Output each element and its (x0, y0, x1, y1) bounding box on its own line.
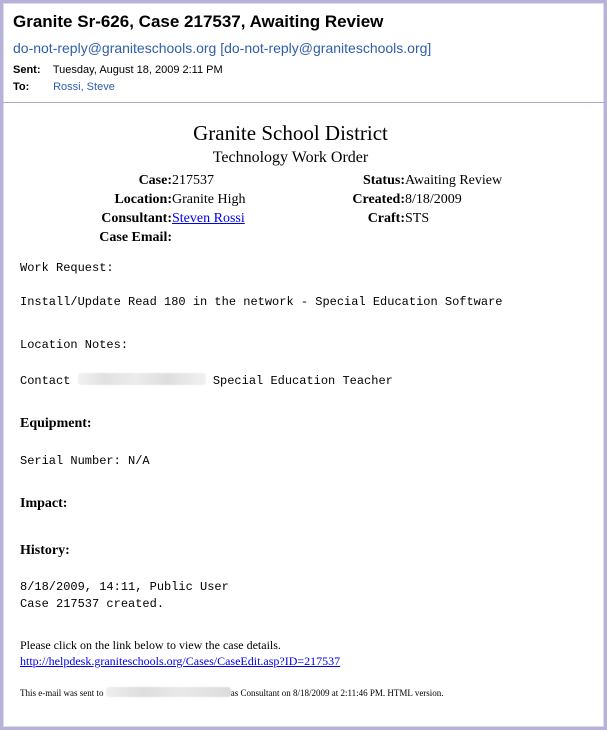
serial-number: Serial Number: N/A (20, 454, 150, 468)
status-field (3, 173, 502, 189)
email-header (3, 3, 604, 103)
work-request-label: Work Request: (20, 261, 114, 275)
sent-row (13, 64, 223, 76)
craft-field (3, 211, 429, 227)
contact-prefix: Contact (20, 374, 71, 388)
history-line-1: 8/18/2009, 14:11, Public User (20, 580, 229, 594)
view-details-instruction: Please click on the link below to view the case details. (20, 638, 281, 652)
work-request-text: Install/Update Read 180 in the network - Special Education Software (20, 295, 503, 309)
created-value: 8/18/2009 (405, 192, 462, 207)
sent-value: Tuesday, August 18, 2009 2:11 PM (52, 64, 223, 76)
email-subject: Granite Sr-626, Case 217537, Awaiting Review (13, 12, 384, 31)
created-label: Created: (352, 192, 405, 207)
case-details-link[interactable]: http://helpdesk.graniteschools.org/Cases/CaseEdit.asp?ID=217537 (20, 654, 341, 668)
case-email-field (3, 230, 172, 246)
history-heading: History: (20, 543, 70, 558)
status-value: Awaiting Review (405, 173, 503, 188)
case-label: Case: (138, 173, 172, 188)
redacted-email-address (106, 687, 231, 697)
to-recipient[interactable]: Rossi, Steve (53, 81, 115, 93)
email-sender[interactable]: do-not-reply@graniteschools.org [do-not-reply@graniteschools.org] (13, 40, 432, 56)
org-name: Granite School District (193, 121, 388, 145)
location-notes-contact (20, 373, 393, 388)
craft-value: STS (405, 211, 430, 226)
case-email-label: Case Email: (99, 230, 172, 245)
equipment-heading: Equipment: (20, 416, 92, 431)
consultant-label: Consultant: (101, 211, 172, 226)
history-line-2: Case 217537 created. (20, 597, 165, 611)
sent-to-suffix: as Consultant on 8/18/2009 at 2:11:46 PM. HTML version. (230, 688, 444, 698)
craft-label: Craft: (367, 211, 405, 226)
email-body (3, 103, 604, 723)
location-notes-label: Location Notes: (20, 338, 129, 352)
redacted-contact-name (78, 373, 206, 385)
impact-heading: Impact: (20, 496, 68, 511)
location-value: Granite High (172, 192, 246, 207)
case-link-row (20, 654, 340, 669)
to-label: To: (13, 81, 30, 93)
footer-note (20, 687, 444, 698)
case-value: 217537 (172, 173, 214, 188)
created-field (3, 192, 462, 208)
location-label: Location: (114, 192, 172, 207)
work-order-title: Technology Work Order (212, 149, 369, 166)
to-row (13, 81, 115, 93)
sent-label: Sent: (13, 64, 41, 76)
status-label: Status: (362, 173, 405, 188)
contact-role: Special Education Teacher (212, 374, 393, 388)
sent-to-prefix: This e-mail was sent to (20, 688, 104, 698)
consultant-link[interactable]: Steven Rossi (172, 211, 245, 226)
